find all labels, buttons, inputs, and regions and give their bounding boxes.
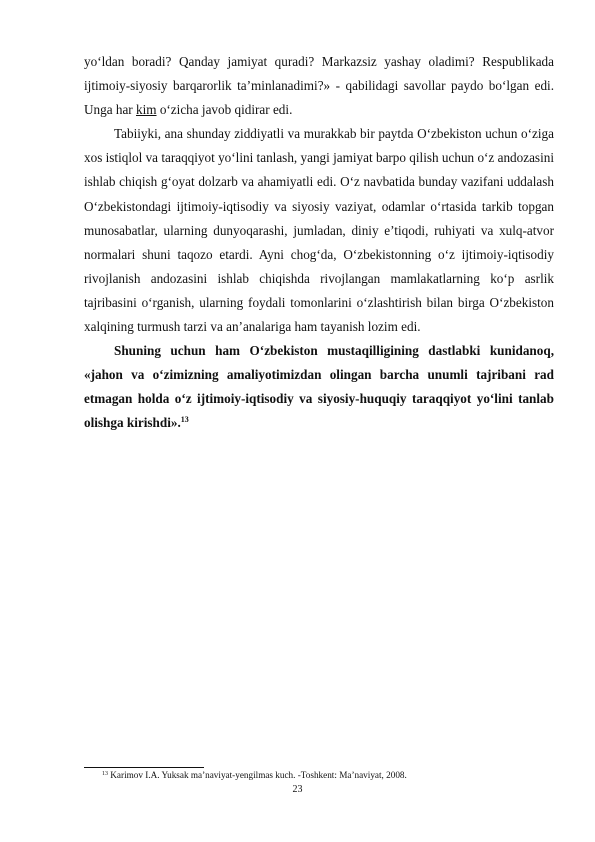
footnote-text: Karimov I.A. Yuksak ma’naviyat-yengilmas kuch. -Toshkent: Ma’naviyat, 2008. — [110, 770, 407, 780]
paragraph-1 — [84, 50, 554, 122]
page-number: 23 — [292, 784, 303, 795]
footnote-reference[interactable]: 13 — [180, 415, 189, 425]
footnote — [102, 769, 542, 781]
paragraph-1-text: yo‘ldan boradi? Qanday jamiyat quradi? Markazsiz yashay oladimi? Respublikada ijtimoiy-siyosiy barqarorlik ta’minlanadimi?» - qabilidagi savollar paydo bo‘lgan edi. Unga har — [84, 54, 554, 118]
paragraph-2: Tabiiyki, ana shunday ziddiyatli va murakkab bir paytda O‘zbekiston uchun o‘ziga xos istiqlol va taraqqiyot yo‘lini tanlash, yangi jamiyat barpo qilish uchun o‘z andozasini ishlab chiqish g‘oyat dolzarb va ahamiyatli edi. O‘z navbatida bunday vazifani uddalash O‘zbekistondagi ijtimoiy-iqtisodiy va siyosiy vaziyat, odamlar o‘rtasida tarkib topgan munosabatlar, ularning dunyoqarashi, jumladan, diniy e’tiqodi, ruhiyati va xulq-atvor normalari shuni taqozo etardi. Ayni chog‘da, O‘zbekistonning o‘z ijtimoiy-iqtisodiy rivojlanish andozasini ishlab chiqishda rivojlangan mamlakatlarning ko‘p asrlik tajribasini o‘rganish, ularning foydali tomonlarini o‘zlashtirish bilan birga O‘zbekiston xalqining turmush tarzi va an’analariga ham tayanish lozim edi. — [84, 126, 554, 335]
paragraph-1-end: o‘zicha javob qidirar edi. — [159, 102, 293, 118]
footnote-separator — [84, 767, 204, 768]
body-text — [84, 50, 554, 436]
paragraph-3 — [84, 339, 554, 435]
footnote-number: 13 — [102, 771, 108, 777]
underlined-word: kim — [136, 102, 157, 118]
paragraph-3-text: Shuning uchun ham O‘zbekiston mustaqilligining dastlabki kunidanoq, «jahon va o‘zimizning amaliyotimizdan olingan barcha unumli tajribani rad etmagan holda o‘z ijtimoiy-iqtisodiy va siyosiy-huquqiy taraqqiyot yo‘lini tanlab olishga kirishdi». — [84, 343, 554, 431]
